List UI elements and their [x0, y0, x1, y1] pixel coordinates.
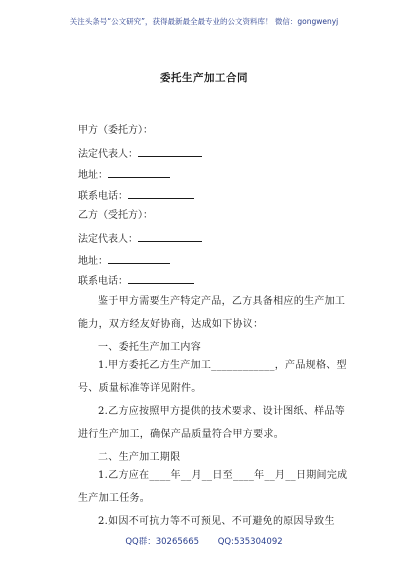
party-a-rep-label: 法定代表人：	[78, 149, 138, 160]
party-b-address-blank	[108, 253, 170, 264]
party-a-rep-line	[78, 146, 202, 161]
party-b-heading: 乙方（受托方）：	[78, 210, 153, 221]
section2-item2: 2.如因不可抗力等不可预见、不可避免的原因导致生	[98, 516, 335, 527]
footer-qq-group: QQ群：30265665	[125, 537, 200, 547]
footer-contact	[0, 535, 408, 547]
party-a-phone-blank	[128, 188, 194, 199]
section2-item1: 1.乙方应在____年__月__日至____年__月__日期间完成生产加工任务。	[78, 470, 348, 504]
header-note: 关注头条号“公文研究”，获得最新最全最专业的公文资料库！ 微信：gongwenyj	[69, 17, 339, 26]
page-title: 委托生产加工合同	[160, 72, 248, 84]
party-b-phone-line	[78, 273, 194, 288]
section1-heading: 一、委托生产加工内容	[98, 342, 201, 353]
section2-heading: 二、生产加工期限	[98, 452, 181, 463]
section1-item1: 1.甲方委托乙方生产加工____________，产品规格、型号、质量标准等详见附件。	[78, 360, 347, 394]
section1-item2: 2.乙方应按照甲方提供的技术要求、设计图纸、样品等进行生产加工，确保产品质量符合甲方要求。	[78, 406, 346, 440]
party-a-rep-blank	[138, 146, 202, 157]
party-a-address-line	[78, 167, 170, 182]
party-b-phone-label: 联系电话：	[78, 276, 128, 287]
intro-paragraph: 鉴于甲方需要生产特定产品，乙方具备相应的生产加工能力，双方经友好协商，达成如下协议：	[78, 296, 346, 330]
party-b-address-label: 地址：	[78, 256, 108, 267]
party-a-phone-label: 联系电话：	[78, 191, 128, 202]
party-a-phone-line	[78, 188, 194, 203]
party-a-address-label: 地址：	[78, 170, 108, 181]
party-a-heading: 甲方（委托方）：	[78, 125, 153, 136]
party-b-rep-line	[78, 231, 202, 246]
footer-qq-number: QQ:535304092	[217, 537, 283, 547]
party-b-rep-label: 法定代表人：	[78, 234, 138, 245]
party-b-rep-blank	[138, 231, 202, 242]
party-a-address-blank	[108, 167, 170, 178]
party-b-address-line	[78, 253, 170, 268]
party-b-phone-blank	[128, 273, 194, 284]
